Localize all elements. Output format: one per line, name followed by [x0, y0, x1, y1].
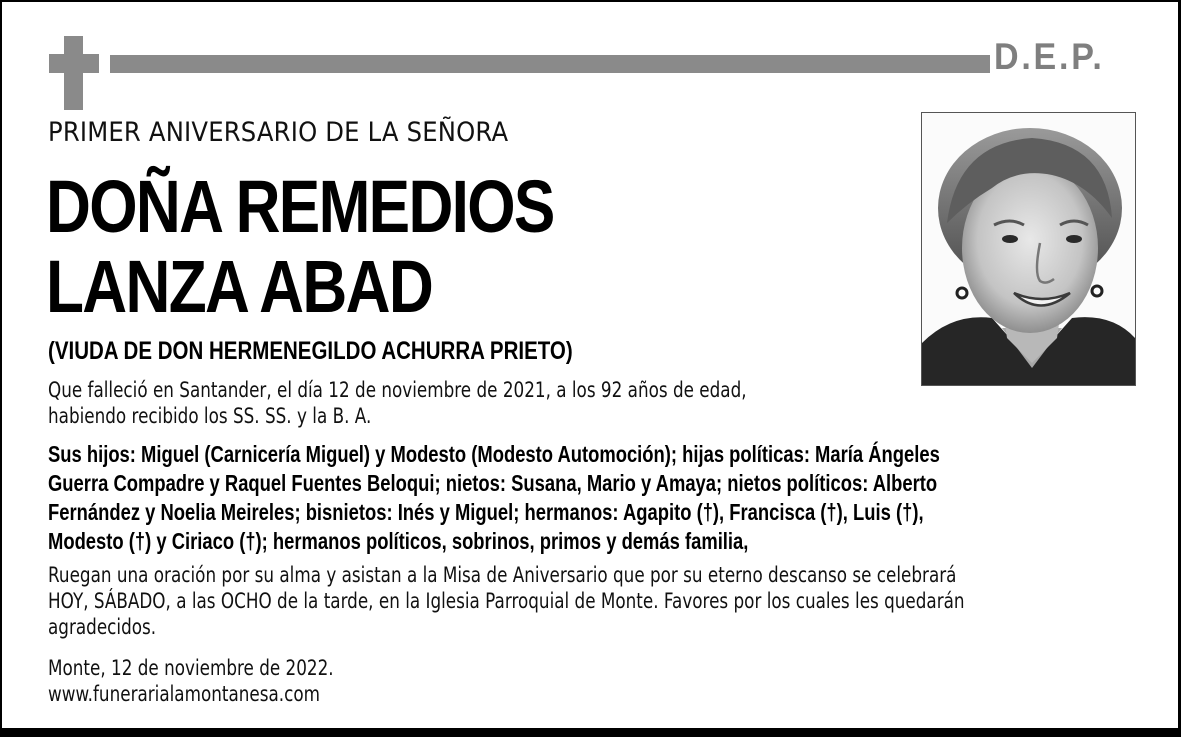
text-line: Modesto (†) y Ciriaco (†); hermanos políticos, sobrinos, primos y demás familia,	[48, 528, 749, 554]
text-line: Guerra Compadre y Raquel Fuentes Beloqui; nietos: Susana, Mario y Amaya; nietos políticos: Alberto	[48, 470, 938, 496]
text-line: Que falleció en Santander, el día 12 de noviembre de 2021, a los 92 años de edad,	[48, 378, 747, 402]
text-line: Sus hijos: Miguel (Carnicería Miguel) y Modesto (Modesto Automoción); hijas políticas: María Ángeles	[48, 441, 940, 467]
place-date: Monte, 12 de noviembre de 2022.	[48, 656, 334, 680]
widow-of-line: (VIUDA DE DON HERMENEGILDO ACHURRA PRIETO)	[48, 337, 573, 365]
website-link[interactable]: www.funerarialamontanesa.com	[48, 682, 321, 706]
portrait-illustration	[922, 113, 1135, 385]
text-line: Fernández y Noelia Meireles; bisnietos: Inés y Miguel; hermanos: Agapito (†), Francisca (†), Luis (†),	[48, 499, 924, 525]
mass-paragraph	[48, 562, 965, 640]
death-notice-paragraph	[48, 377, 747, 429]
dep-label: D.E.P.	[994, 36, 1105, 77]
bottom-border	[0, 728, 1181, 737]
deceased-name-line-1: DOÑA REMEDIOS	[46, 165, 554, 248]
deceased-name-line-2: LANZA ABAD	[46, 245, 433, 328]
header-rule	[110, 55, 990, 73]
portrait-photo	[921, 112, 1136, 386]
text-line: Ruegan una oración por su alma y asistan a la Misa de Aniversario que por su eterno descanso se celebrará	[48, 563, 957, 587]
obituary-notice	[2, 2, 1178, 728]
family-paragraph	[48, 440, 940, 556]
latin-cross-icon-arm	[49, 54, 99, 73]
anniversary-subtitle: PRIMER ANIVERSARIO DE LA SEÑORA	[48, 117, 509, 148]
latin-cross-icon	[64, 36, 83, 110]
text-line: HOY, SÁBADO, a las OCHO de la tarde, en la Iglesia Parroquial de Monte. Favores por los cuales les quedarán	[48, 589, 965, 613]
text-line: habiendo recibido los SS. SS. y la B. A.	[48, 404, 372, 428]
text-line: agradecidos.	[48, 615, 157, 639]
footer	[48, 655, 334, 707]
